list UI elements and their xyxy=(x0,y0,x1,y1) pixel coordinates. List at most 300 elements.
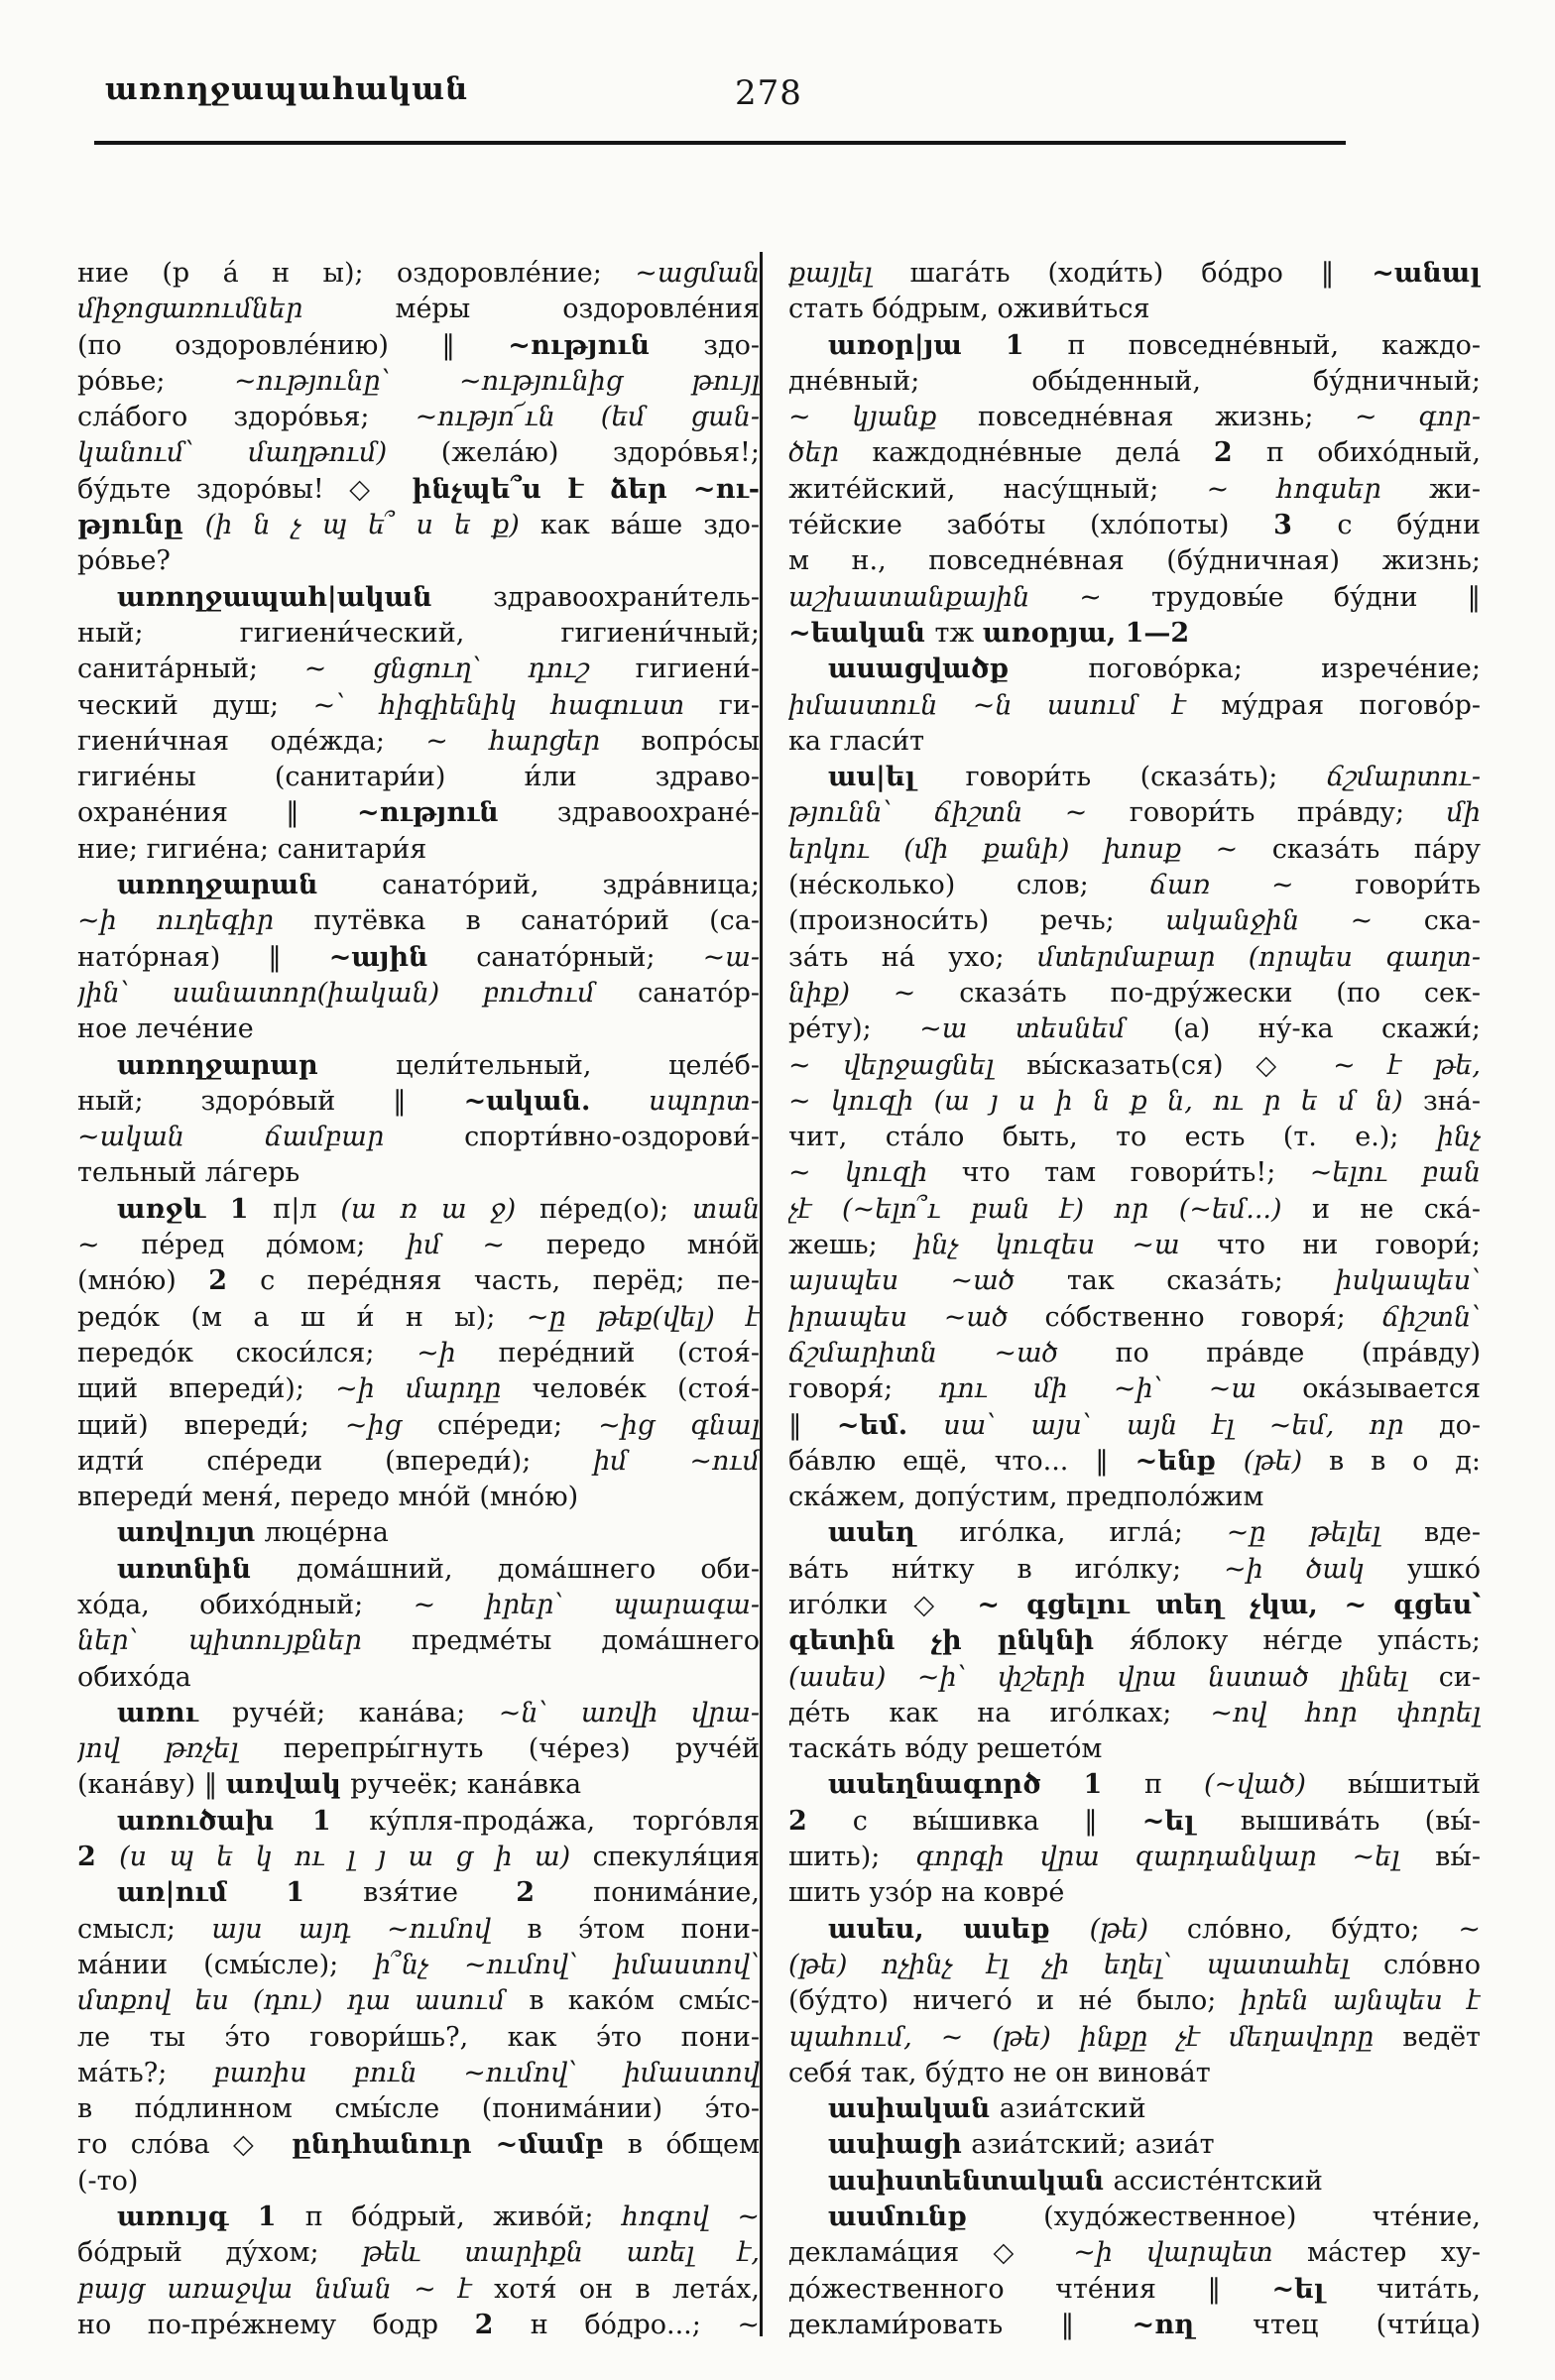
text-run: бо́дрый ду́хом; xyxy=(77,2237,363,2269)
text-line xyxy=(77,2127,760,2163)
text-run: говори́ть (сказа́ть); xyxy=(965,762,1327,793)
text-run: ~եմ. xyxy=(836,1409,944,1441)
text-run: нато́рная) ‖ xyxy=(77,941,329,973)
text-run: քայլել xyxy=(788,258,910,289)
text-run: щий впереди́); xyxy=(77,1373,336,1405)
text-line xyxy=(77,1731,760,1767)
text-run: (не́сколько) слов; xyxy=(788,870,1150,901)
text-run: чтец (чти́ца) xyxy=(1253,2309,1481,2340)
text-column-left xyxy=(77,256,760,2343)
text-run: (-то) xyxy=(77,2165,139,2197)
text-line xyxy=(788,976,1481,1012)
text-run: си- xyxy=(1438,1661,1481,1693)
text-run: передо мно́й xyxy=(545,1230,760,1261)
text-run: щий) впереди́; xyxy=(77,1409,345,1441)
text-run: вы́шитый xyxy=(1347,1769,1481,1801)
text-run: редо́к (м а ш и́ н ы); xyxy=(77,1301,527,1333)
text-line xyxy=(77,1336,760,1371)
text-run: ~ից գնալ xyxy=(598,1409,760,1441)
text-line xyxy=(77,2272,760,2308)
text-run: каждодне́вные дела́ xyxy=(872,437,1214,469)
text-run: гигиени́- xyxy=(635,654,760,685)
text-run: жи- xyxy=(1429,473,1481,505)
text-run: ~ող xyxy=(1132,2309,1254,2340)
text-run: ока́зывается xyxy=(1302,1373,1481,1405)
text-line xyxy=(77,1983,760,2019)
text-run: (ս պ ե կ ու լ յ ա ց ի ա) xyxy=(119,1842,593,1873)
text-run: чит, ста́ло быть, то есть (т. е.); xyxy=(788,1122,1437,1153)
text-run: ~ն՝ առվի վրա- xyxy=(498,1697,760,1728)
text-line xyxy=(788,1192,1481,1228)
text-line xyxy=(788,1623,1481,1659)
text-run: դու մի ~ի՝ ~ա xyxy=(938,1373,1303,1405)
text-run: в в о д: xyxy=(1329,1445,1481,1477)
text-run: я́блоку не́где упа́сть; xyxy=(1129,1625,1481,1657)
text-line xyxy=(77,472,760,508)
text-line xyxy=(788,760,1481,795)
text-run: бу́дьте здоро́вы! ◇ xyxy=(77,473,413,505)
text-run: միջոցառումներ xyxy=(77,294,396,325)
text-run: в како́м смы́с- xyxy=(529,1985,760,2017)
text-run: ~ա- xyxy=(702,941,760,973)
text-run: ние (р а́ н ы); оздоровле́ние; xyxy=(77,258,636,289)
text-run: (~ված) xyxy=(1203,1769,1348,1801)
text-run: хотя́ он в лета́х, xyxy=(494,2273,760,2305)
text-line xyxy=(788,1767,1481,1803)
text-run: ~ել xyxy=(1271,2273,1376,2305)
text-run: п обихо́дный, xyxy=(1265,437,1481,469)
text-run: смысл; xyxy=(77,1913,212,1945)
text-line xyxy=(788,292,1481,327)
text-line xyxy=(77,2091,760,2127)
text-run: вы́сказать(ся) ◇ xyxy=(1026,1049,1334,1081)
text-line xyxy=(788,472,1481,508)
text-run: ներ՝ պիտույքներ xyxy=(77,1625,413,1657)
text-line xyxy=(77,2308,760,2343)
text-run: передо́к скоси́лся; xyxy=(77,1337,418,1368)
text-run: հոգով ~ xyxy=(621,2202,760,2233)
text-run: азиа́тский xyxy=(999,2093,1146,2125)
text-line xyxy=(77,1480,760,1515)
text-run: с вы́шивка ‖ xyxy=(852,1805,1142,1837)
text-run: ро́вье; xyxy=(77,365,234,397)
text-run: ное лече́ние xyxy=(77,1013,254,1045)
text-line xyxy=(77,2056,760,2091)
text-line xyxy=(788,2164,1481,2200)
text-run: пере́дний (стоя́- xyxy=(498,1337,760,1368)
text-run: (кана́ву) ‖ xyxy=(77,1769,226,1801)
text-run: охране́ния ‖ xyxy=(77,797,357,829)
text-run: ма́нии (смы́сле); xyxy=(77,1949,375,1980)
text-run: առուծախ 1 xyxy=(117,1805,370,1837)
text-line xyxy=(77,1300,760,1336)
text-line xyxy=(77,1515,760,1551)
text-run: за́ть на́ ухо; xyxy=(788,941,1037,973)
text-run: ականջին ~ xyxy=(1165,905,1424,937)
text-run: шага́ть (ходи́ть) бо́дро ‖ xyxy=(909,258,1373,289)
text-run: իրապես ~ած xyxy=(788,1301,1045,1333)
text-line xyxy=(77,1048,760,1084)
text-line xyxy=(788,832,1481,868)
text-run: (по оздоровле́нию) ‖ xyxy=(77,329,509,361)
text-run: այսպես ~ած xyxy=(788,1265,1067,1297)
text-run: առտնին xyxy=(117,1553,297,1585)
text-line xyxy=(788,1336,1481,1371)
text-run: гиени́чная оде́жда; xyxy=(77,725,426,757)
text-run: առօրյա, 1—2 xyxy=(982,617,1190,649)
text-run: ~ություն xyxy=(356,797,557,829)
text-run: здо- xyxy=(703,329,760,361)
text-run: вышива́ть (вы́- xyxy=(1240,1805,1481,1837)
text-run: му́драя погово́р- xyxy=(1221,689,1481,721)
text-line xyxy=(788,1660,1481,1696)
text-run: առօր|յա 1 xyxy=(828,329,1068,361)
text-line xyxy=(788,2127,1481,2163)
text-run: առու xyxy=(117,1697,233,1728)
text-run: ասես, ասեք xyxy=(828,1913,1090,1945)
text-run: деклама́ция ◇ xyxy=(788,2237,1074,2269)
text-run: ~ xyxy=(77,1230,142,1261)
text-run: բառիս բուն ~ումով՝ իմաստով xyxy=(212,2057,760,2088)
text-run: таска́ть во́ду решето́м xyxy=(788,1733,1103,1765)
text-run: ինչ xyxy=(1436,1122,1481,1153)
text-run: առողջապահ|ական xyxy=(117,581,494,613)
text-run: գետին չի ընկնի xyxy=(788,1625,1130,1657)
text-run: ~ը թեք(վել) է xyxy=(526,1301,760,1333)
text-run: с бу́дни xyxy=(1337,510,1481,541)
text-line xyxy=(788,1875,1481,1911)
text-line xyxy=(77,328,760,364)
text-run: սա՝ այս՝ այն էլ ~եմ, որ xyxy=(943,1409,1439,1441)
text-line xyxy=(77,795,760,831)
text-run: вопро́сы xyxy=(641,725,760,757)
text-line xyxy=(77,940,760,976)
text-line xyxy=(788,1444,1481,1480)
text-line xyxy=(788,616,1481,652)
text-line xyxy=(788,1731,1481,1767)
text-line xyxy=(788,1948,1481,1983)
text-line xyxy=(788,1804,1481,1840)
text-line xyxy=(77,2020,760,2056)
text-run: санато́рный; xyxy=(476,941,703,973)
text-line xyxy=(77,1371,760,1407)
text-run: жите́йский, насу́щный; xyxy=(788,473,1207,505)
text-run: п xyxy=(1144,1769,1204,1801)
text-run: առողջարար xyxy=(117,1049,397,1081)
text-run: (жела́ю) здоро́вья!; xyxy=(440,437,760,469)
text-line xyxy=(77,1623,760,1659)
text-line xyxy=(788,1300,1481,1336)
text-run: ասիական xyxy=(828,2093,1000,2125)
text-run: повседне́вная жизнь; xyxy=(978,402,1355,433)
page-number: 278 xyxy=(735,73,802,113)
text-line xyxy=(77,868,760,903)
text-run: ասեղնագործ 1 xyxy=(828,1769,1145,1801)
text-run: ծեր xyxy=(788,437,873,469)
text-run: իսկապես՝ xyxy=(1335,1265,1481,1297)
text-run: сказа́ть по-дру́жески (по сек- xyxy=(959,977,1481,1009)
text-run: ческий душ; xyxy=(77,689,313,721)
text-run: 2 xyxy=(516,1877,594,1909)
text-run: յին՝ սանատոր(իական) բուժում xyxy=(77,977,639,1009)
text-line xyxy=(788,2308,1481,2343)
text-line xyxy=(77,1012,760,1047)
text-line xyxy=(77,724,760,760)
text-run: в по́длинном смы́сле (понима́нии) э́то- xyxy=(77,2093,760,2125)
text-run: ручеёк; кана́вка xyxy=(350,1769,582,1801)
text-line xyxy=(788,2200,1481,2235)
text-run: в о́бщем xyxy=(627,2129,760,2161)
text-line xyxy=(788,2091,1481,2127)
text-run: тельный ла́герь xyxy=(77,1157,300,1189)
text-run: понима́ние, xyxy=(593,1877,760,1909)
text-line xyxy=(788,795,1481,831)
text-line xyxy=(788,2020,1481,2056)
text-run: ~ի xyxy=(417,1337,499,1368)
text-run: цели́тельный, целе́б- xyxy=(396,1049,760,1081)
text-run: ~ xyxy=(1458,1913,1481,1945)
text-run: ճշմարտու- xyxy=(1326,762,1481,793)
text-line xyxy=(77,1912,760,1948)
text-run: իմ ~ xyxy=(407,1230,546,1261)
text-run: ма́стер ху- xyxy=(1307,2237,1481,2269)
text-line xyxy=(788,400,1481,435)
text-run: санато́рий, здра́вница; xyxy=(382,870,760,901)
text-line xyxy=(788,1696,1481,1731)
text-run: ро́вье? xyxy=(77,545,171,577)
text-line xyxy=(77,2164,760,2200)
text-line xyxy=(77,508,760,543)
text-run: կանում՝ մաղթում) xyxy=(77,437,441,469)
text-run: ушко́ xyxy=(1406,1553,1481,1585)
text-run: ~ա տեսնեմ xyxy=(919,1013,1174,1045)
text-run: թյունը xyxy=(77,510,205,541)
text-run: ասիացի xyxy=(828,2129,972,2161)
text-run: иго́лки ◇ xyxy=(788,1589,978,1620)
text-line xyxy=(77,1875,760,1911)
text-run: говоря́; xyxy=(788,1373,939,1405)
text-run: ба́влю ещё, что... ‖ xyxy=(788,1445,1136,1477)
text-line xyxy=(77,1696,760,1731)
text-line xyxy=(77,1192,760,1228)
text-run: ре́ту); xyxy=(788,1013,920,1045)
text-run: п повседне́вный, каждо- xyxy=(1067,329,1481,361)
text-run: (произноси́ть) речь; xyxy=(788,905,1166,937)
text-run: իմաստուն ~ն ասում է xyxy=(788,689,1222,721)
text-run: (թե) xyxy=(1243,1445,1330,1477)
text-line xyxy=(77,903,760,939)
text-run: աշխատանքային ~ xyxy=(788,581,1151,613)
text-run: ассисте́нтский xyxy=(1113,2165,1323,2197)
text-line xyxy=(788,1228,1481,1263)
text-run: (ի ն չ պ ե՞ ս ե ք) xyxy=(204,510,540,541)
text-run: ասմունք xyxy=(828,2202,1044,2233)
text-run: ~ է թե, xyxy=(1333,1049,1481,1081)
text-run: по пра́вде (пра́вду) xyxy=(1115,1337,1481,1368)
text-run: дома́шний, дома́шнего оби- xyxy=(296,1553,760,1585)
text-run: ~ություն xyxy=(508,329,704,361)
text-run: ինչպե՞ս է ձեր ~ու- xyxy=(412,473,760,505)
text-run: ~ կյանք xyxy=(788,402,979,433)
text-run: говори́ть xyxy=(1355,870,1481,901)
text-run: ле ты э́то говори́шь?, как э́то пони- xyxy=(77,2021,760,2053)
text-line xyxy=(788,1515,1481,1551)
text-line xyxy=(77,1228,760,1263)
text-line xyxy=(77,976,760,1012)
text-run: путёвка в санато́рий (са- xyxy=(313,905,760,937)
text-run: (мно́ю) xyxy=(77,1265,209,1297)
text-run: так сказа́ть; xyxy=(1066,1265,1336,1297)
text-run: п|л xyxy=(273,1193,341,1225)
text-run: ինչ կուզես ~ա xyxy=(914,1230,1217,1261)
text-run: 2 xyxy=(77,1842,120,1873)
text-line xyxy=(77,1552,760,1588)
text-line xyxy=(788,1371,1481,1407)
text-run: обихо́да xyxy=(77,1661,191,1693)
text-run: ~ից xyxy=(344,1409,437,1441)
text-run: առջև 1 xyxy=(117,1193,274,1225)
text-run: м н., повседне́вная (бу́дничная) жизнь; xyxy=(788,545,1481,577)
text-run: ги- xyxy=(718,689,760,721)
text-run: что там говори́ть!; xyxy=(961,1157,1310,1189)
text-run: 2 xyxy=(788,1805,853,1837)
text-run: մտքով ես (դու) դա ասում xyxy=(77,1985,530,2017)
text-run: шить); xyxy=(788,1842,916,1873)
text-run: погово́рка; изрече́ние; xyxy=(1088,654,1481,685)
text-run: սպորտ- xyxy=(649,1085,760,1117)
text-run: իմ ~ում xyxy=(593,1445,760,1477)
text-run: թյունն՝ ճիշտն ~ xyxy=(788,797,1130,829)
text-run: առվակ xyxy=(225,1769,351,1801)
text-run: вы́- xyxy=(1435,1842,1481,1873)
text-line xyxy=(788,435,1481,471)
text-run: что ни говори́; xyxy=(1217,1230,1481,1261)
text-run: до́жественного чте́ния ‖ xyxy=(788,2273,1272,2305)
text-run: челове́к (стоя́- xyxy=(532,1373,760,1405)
text-run: трудовы́е бу́дни ‖ xyxy=(1150,581,1481,613)
text-run: (թե) ոչինչ էլ չի եղել՝ պատահել xyxy=(788,1949,1384,1980)
text-run: ~ իրեր՝ պարագա- xyxy=(413,1589,760,1620)
text-run: առվույտ xyxy=(117,1517,265,1549)
text-line xyxy=(788,724,1481,760)
text-run: те́йские забо́ты (хло́поты) xyxy=(788,510,1274,541)
text-run: ска- xyxy=(1423,905,1481,937)
header-rule xyxy=(94,141,1346,145)
text-run: ~ի ուղեգիր xyxy=(77,905,314,937)
text-line xyxy=(788,1120,1481,1155)
text-line xyxy=(788,903,1481,939)
text-run: говори́ть пра́вду; xyxy=(1129,797,1447,829)
text-run: ~ ցնցուղ՝ դուշ xyxy=(303,654,636,685)
text-run: ~ի ծակ xyxy=(1224,1553,1407,1585)
text-line xyxy=(77,832,760,868)
text-run: ~եական xyxy=(788,617,935,649)
text-run: дне́вный; обы́денный, бу́дничный; xyxy=(788,365,1481,397)
text-run: 2 xyxy=(474,2309,531,2340)
text-run: (а) ну́-ка скажи́; xyxy=(1173,1013,1481,1045)
text-run: де́ть как на иго́лках; xyxy=(788,1697,1211,1728)
column-divider-rule xyxy=(760,252,763,2336)
text-run: առողջարան xyxy=(117,870,383,901)
text-line xyxy=(77,435,760,471)
text-run: (худо́жественное) чте́ние, xyxy=(1043,2202,1481,2233)
text-run: 2 xyxy=(1213,437,1266,469)
text-run: ~ական ճամբար xyxy=(77,1122,465,1153)
text-run: երկու (մի քանի) խոսք ~ xyxy=(788,833,1272,865)
text-line xyxy=(77,1408,760,1444)
text-run: сло́вно xyxy=(1383,1949,1481,1980)
text-run: թեև տարիքն առել է, xyxy=(362,2237,760,2269)
text-run: азиа́тский; азиа́т xyxy=(971,2129,1215,2161)
text-run: ~ությունը՝ ~ությունից թույլ xyxy=(233,365,760,397)
text-run: (ասես) ~ի՝ փշերի վրա նստած լինել xyxy=(788,1661,1439,1693)
text-line xyxy=(77,616,760,652)
text-line xyxy=(77,1588,760,1623)
text-line xyxy=(77,1120,760,1155)
text-line xyxy=(788,2056,1481,2091)
text-run: մտերմաբար (որպես գաղտ- xyxy=(1036,941,1481,973)
text-run: перепры́гнуть (че́рез) руче́й xyxy=(283,1733,760,1765)
text-run: чита́ть, xyxy=(1376,2273,1481,2305)
text-line xyxy=(788,508,1481,543)
text-run: ~ելու բան xyxy=(1309,1157,1481,1189)
text-run: санита́рный; xyxy=(77,654,304,685)
text-run: го сло́ва ◇ xyxy=(77,2129,292,2161)
text-line xyxy=(77,1660,760,1696)
text-run: ~ հարցեր xyxy=(425,725,642,757)
text-run: պահում, ~ (թե) ինքը չէ մեղավորը xyxy=(788,2021,1403,2053)
text-run: вде- xyxy=(1424,1517,1481,1549)
text-line xyxy=(77,2200,760,2235)
text-line xyxy=(788,1552,1481,1588)
text-run: с пере́дняя часть, перёд; пе- xyxy=(260,1265,760,1297)
text-run: зна́- xyxy=(1423,1085,1481,1117)
text-run: ку́пля-прода́жа, торго́вля xyxy=(369,1805,760,1837)
text-run: ճշմարիտն ~ած xyxy=(788,1337,1116,1368)
text-run: спе́реди; xyxy=(436,1409,599,1441)
text-run: сло́вно, бу́дто; xyxy=(1186,1913,1459,1945)
text-line xyxy=(77,1804,760,1840)
text-run: стать бо́дрым, оживи́ться xyxy=(788,294,1150,325)
text-run: ме́ры оздоровле́ния xyxy=(395,294,760,325)
text-run: ~ը թելել xyxy=(1226,1517,1425,1549)
text-line xyxy=(788,1983,1481,2019)
text-run: хо́да, обихо́дный; xyxy=(77,1589,414,1620)
text-run: взя́тие xyxy=(363,1877,517,1909)
text-run: ска́жем, допу́стим, предполо́жим xyxy=(788,1482,1264,1513)
text-run: предме́ты дома́шнего xyxy=(412,1625,760,1657)
text-line xyxy=(788,1408,1481,1444)
text-run: (бу́дто) ничего́ и не́ было; xyxy=(788,1985,1241,2017)
text-run: ընդհանուր ~մամբ xyxy=(292,2129,628,2161)
text-run: ~ային xyxy=(328,941,477,973)
text-run: ~ի մարդը xyxy=(335,1373,533,1405)
text-run: յով թռչել xyxy=(77,1733,284,1765)
text-run: ~ կուզի xyxy=(788,1157,962,1189)
text-line xyxy=(788,364,1481,400)
text-run: ~ xyxy=(737,2309,760,2340)
text-run: (ա ռ ա ջ) xyxy=(340,1193,539,1225)
text-run: впереди́ меня́, передо мно́й (мно́ю) xyxy=(77,1482,579,1513)
text-run: ~ հոգսեր xyxy=(1206,473,1430,505)
text-run: ва́ть ни́тку в иго́лку; xyxy=(788,1553,1225,1585)
text-run: до- xyxy=(1438,1409,1481,1441)
text-line xyxy=(77,1444,760,1480)
text-run: ~ գոր- xyxy=(1354,402,1481,433)
text-line xyxy=(788,652,1481,687)
text-line xyxy=(788,1588,1481,1623)
text-run: ասեղ xyxy=(828,1517,960,1549)
